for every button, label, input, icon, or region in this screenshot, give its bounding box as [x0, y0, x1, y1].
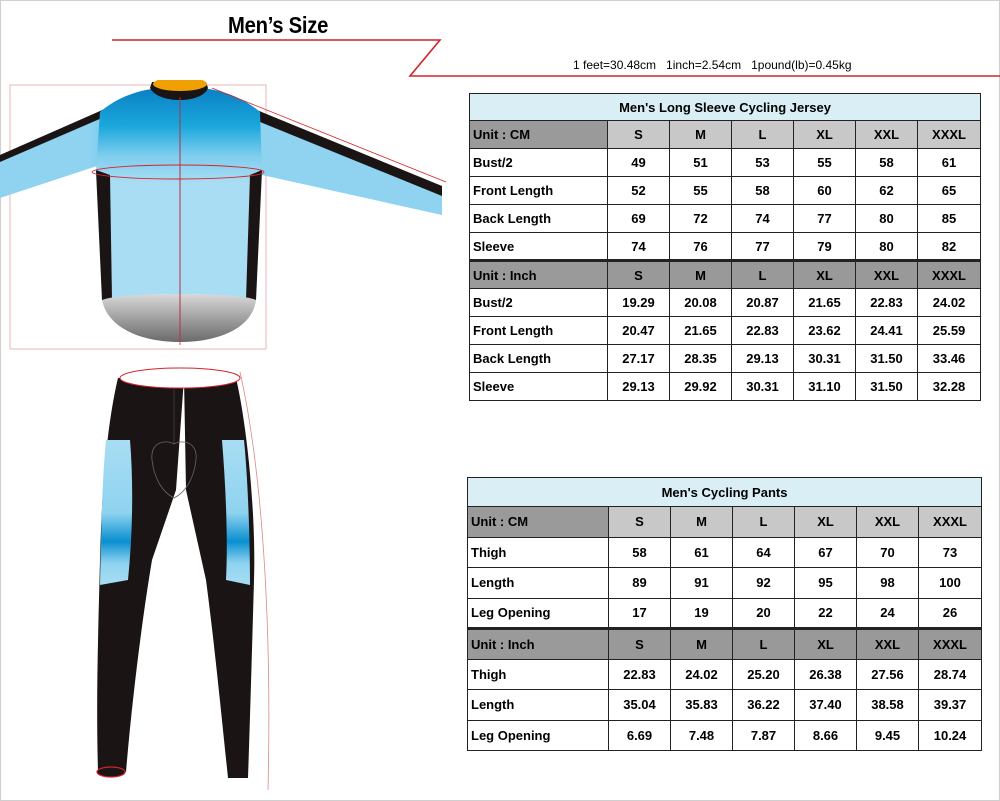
table-cell: 37.40 [795, 690, 857, 721]
table-cell: 7.87 [733, 720, 795, 751]
measurement-label: Sleeve [470, 373, 608, 401]
table-cell: 22 [795, 598, 857, 629]
size-header: S [609, 629, 671, 660]
size-header: XXL [857, 629, 919, 660]
table-cell: 98 [857, 568, 919, 599]
measurement-label: Leg Opening [468, 720, 609, 751]
unit-header-row [468, 629, 982, 660]
table-cell: 30.31 [732, 373, 794, 401]
table-cell: 35.83 [671, 690, 733, 721]
table-cell: 70 [857, 537, 919, 568]
table-cell: 31.10 [794, 373, 856, 401]
table-cell: 62 [856, 177, 918, 205]
unit-label: Unit : Inch [468, 629, 609, 660]
measurement-label: Leg Opening [468, 598, 609, 629]
table-cell: 79 [794, 233, 856, 261]
measurement-label: Front Length [470, 177, 608, 205]
measurement-label: Front Length [470, 317, 608, 345]
table-cell: 35.04 [609, 690, 671, 721]
jersey-illustration [0, 80, 460, 355]
table-cell: 23.62 [794, 317, 856, 345]
table-cell: 100 [919, 568, 982, 599]
table-row [470, 345, 981, 373]
table-caption-row [468, 478, 982, 507]
table-cell: 67 [795, 537, 857, 568]
table-cell: 89 [609, 568, 671, 599]
size-header: XXL [856, 121, 918, 149]
table-row [470, 289, 981, 317]
size-header: M [671, 629, 733, 660]
pants-size-table [467, 477, 982, 751]
table-cell: 38.58 [857, 690, 919, 721]
table-row [468, 659, 982, 690]
table-cell: 20.47 [608, 317, 670, 345]
size-header: XXL [857, 507, 919, 538]
table-row [468, 568, 982, 599]
table-cell: 39.37 [919, 690, 982, 721]
table-cell: 69 [608, 205, 670, 233]
table-cell: 53 [732, 149, 794, 177]
measurement-label: Length [468, 690, 609, 721]
table-cell: 73 [919, 537, 982, 568]
header-rule [112, 40, 1000, 76]
size-header: XL [794, 121, 856, 149]
size-header: M [670, 121, 732, 149]
table-cell: 10.24 [919, 720, 982, 751]
measurement-label: Thigh [468, 537, 609, 568]
table-cell: 58 [609, 537, 671, 568]
table-cell: 29.13 [608, 373, 670, 401]
table-cell: 61 [671, 537, 733, 568]
table-cell: 52 [608, 177, 670, 205]
table-row [468, 598, 982, 629]
size-header: L [732, 121, 794, 149]
table-cell: 55 [794, 149, 856, 177]
table-cell: 29.13 [732, 345, 794, 373]
table-cell: 32.28 [918, 373, 981, 401]
table-cell: 76 [670, 233, 732, 261]
table-cell: 26 [919, 598, 982, 629]
table-cell: 27.17 [608, 345, 670, 373]
table-cell: 29.92 [670, 373, 732, 401]
table-cell: 22.83 [856, 289, 918, 317]
table-cell: 8.66 [795, 720, 857, 751]
measurement-label: Sleeve [470, 233, 608, 261]
unit-header-row [468, 507, 982, 538]
table-cell: 61 [918, 149, 981, 177]
table-caption-row [470, 94, 981, 121]
table-cell: 51 [670, 149, 732, 177]
table-cell: 17 [609, 598, 671, 629]
table-cell: 28.35 [670, 345, 732, 373]
table-cell: 27.56 [857, 659, 919, 690]
table-cell: 77 [732, 233, 794, 261]
table-cell: 24.02 [918, 289, 981, 317]
size-header: L [733, 507, 795, 538]
table-cell: 25.59 [918, 317, 981, 345]
table-cell: 20.08 [670, 289, 732, 317]
table-cell: 24.02 [671, 659, 733, 690]
jersey-size-table [469, 93, 981, 401]
table-cell: 64 [733, 537, 795, 568]
table-row [470, 149, 981, 177]
table-cell: 7.48 [671, 720, 733, 751]
table-cell: 9.45 [857, 720, 919, 751]
table-cell: 72 [670, 205, 732, 233]
table-cell: 80 [856, 205, 918, 233]
table-cell: 24.41 [856, 317, 918, 345]
table-cell: 22.83 [609, 659, 671, 690]
table-cell: 60 [794, 177, 856, 205]
table-cell: 55 [670, 177, 732, 205]
table-cell: 77 [794, 205, 856, 233]
table-row [470, 205, 981, 233]
table-cell: 26.38 [795, 659, 857, 690]
size-header: XXL [856, 261, 918, 289]
unit-label: Unit : CM [470, 121, 608, 149]
size-header: XXXL [919, 507, 982, 538]
measurement-label: Back Length [470, 345, 608, 373]
unit-header-row [470, 261, 981, 289]
table-cell: 24 [857, 598, 919, 629]
table-row [470, 233, 981, 261]
table-row [470, 373, 981, 401]
table-cell: 20 [733, 598, 795, 629]
table-cell: 80 [856, 233, 918, 261]
size-header: L [733, 629, 795, 660]
table-cell: 95 [795, 568, 857, 599]
size-header: XL [795, 629, 857, 660]
measurement-label: Back Length [470, 205, 608, 233]
table-cell: 33.46 [918, 345, 981, 373]
table-cell: 74 [608, 233, 670, 261]
unit-label: Unit : CM [468, 507, 609, 538]
table-cell: 30.31 [794, 345, 856, 373]
table-cell: 21.65 [794, 289, 856, 317]
measurement-label: Length [468, 568, 609, 599]
unit-conversion-note: 1 feet=30.48cm 1inch=2.54cm 1pound(lb)=0.45kg [573, 58, 852, 72]
table-cell: 49 [608, 149, 670, 177]
table-cell: 25.20 [733, 659, 795, 690]
size-header: M [670, 261, 732, 289]
measurement-label: Bust/2 [470, 149, 608, 177]
size-header: XL [795, 507, 857, 538]
table-cell: 28.74 [919, 659, 982, 690]
table-cell: 22.83 [732, 317, 794, 345]
table-cell: 19 [671, 598, 733, 629]
page-title: Men’s Size [228, 12, 329, 38]
table-cell: 58 [856, 149, 918, 177]
size-header: S [608, 121, 670, 149]
table-cell: 36.22 [733, 690, 795, 721]
unit-label: Unit : Inch [470, 261, 608, 289]
table-row [468, 720, 982, 751]
table-cell: 74 [732, 205, 794, 233]
table-row [470, 317, 981, 345]
size-header: S [609, 507, 671, 538]
table-cell: 82 [918, 233, 981, 261]
table-cell: 19.29 [608, 289, 670, 317]
size-header: XXXL [918, 261, 981, 289]
table-cell: 6.69 [609, 720, 671, 751]
pants-illustration [90, 362, 280, 792]
table-cell: 21.65 [670, 317, 732, 345]
table-row [470, 177, 981, 205]
table-row [468, 537, 982, 568]
table-cell: 65 [918, 177, 981, 205]
table-cell: 85 [918, 205, 981, 233]
size-header: S [608, 261, 670, 289]
table-cell: 31.50 [856, 373, 918, 401]
size-header: M [671, 507, 733, 538]
size-header: XXXL [918, 121, 981, 149]
table-caption: Men's Long Sleeve Cycling Jersey [470, 94, 981, 121]
table-cell: 58 [732, 177, 794, 205]
size-header: XL [794, 261, 856, 289]
table-cell: 20.87 [732, 289, 794, 317]
size-header: L [732, 261, 794, 289]
table-cell: 91 [671, 568, 733, 599]
unit-header-row [470, 121, 981, 149]
table-caption: Men's Cycling Pants [468, 478, 982, 507]
measurement-label: Bust/2 [470, 289, 608, 317]
size-header: XXXL [919, 629, 982, 660]
table-cell: 31.50 [856, 345, 918, 373]
table-row [468, 690, 982, 721]
measurement-label: Thigh [468, 659, 609, 690]
table-cell: 92 [733, 568, 795, 599]
